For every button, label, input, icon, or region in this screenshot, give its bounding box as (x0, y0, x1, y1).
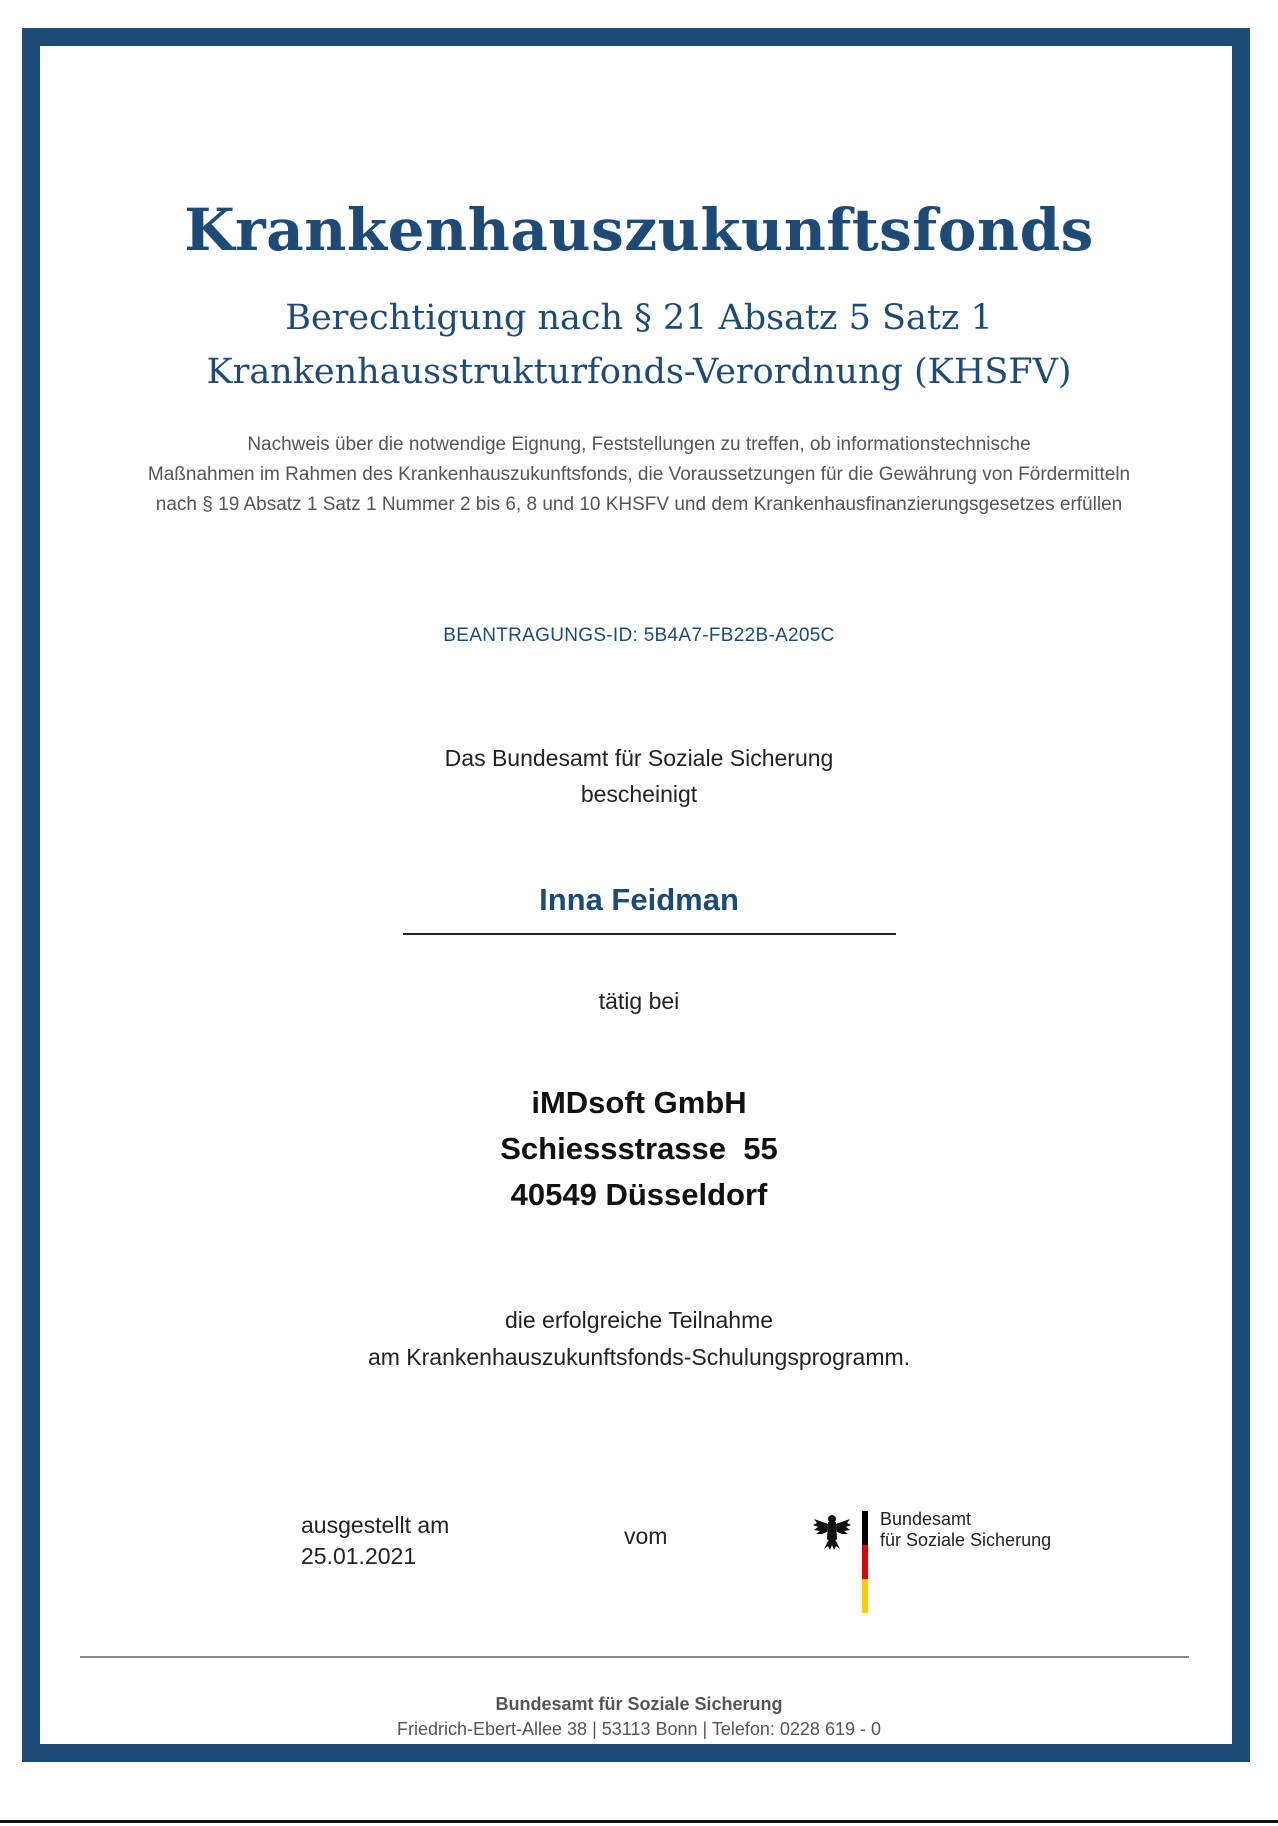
company-city: 40549 Düsseldorf (510, 1177, 768, 1212)
intro-line: nach § 19 Absatz 1 Satz 1 Nummer 2 bis 6, 8 und 10 KHSFV und dem Krankenhausfinanzierungsgesetzes erfüllen (155, 494, 1123, 515)
certifier-name: Das Bundesamt für Soziale Sicherung (444, 745, 834, 771)
issued-date: 25.01.2021 (301, 1543, 417, 1569)
company-street: Schiessstrasse 55 (500, 1131, 778, 1166)
intro-line: Maßnahmen im Rahmen des Krankenhauszukunftsfonds, die Voraussetzungen für die Gewährung von Fördermitteln (147, 464, 1131, 485)
from-label: vom (624, 1523, 668, 1549)
logo-text (880, 1509, 1051, 1551)
certifier-verb: bescheinigt (580, 781, 698, 807)
footer-organization: Bundesamt für Soziale Sicherung (495, 1694, 783, 1714)
application-id: BEANTRAGUNGS-ID: 5B4A7-FB22B-A205C (443, 625, 835, 646)
logo-line2: für Soziale Sicherung (880, 1530, 1052, 1550)
flag-stripe-red (862, 1545, 868, 1579)
company-block (0, 1080, 1278, 1218)
footer-divider (80, 1656, 1189, 1658)
flag-stripe-gold (862, 1579, 868, 1613)
bas-logo (812, 1505, 1052, 1615)
issued-label: ausgestellt am (301, 1512, 450, 1538)
flag-bar (862, 1511, 868, 1613)
employer-prefix: tätig bei (598, 988, 680, 1014)
outcome-statement (0, 1302, 1278, 1376)
flag-stripe-black (862, 1511, 868, 1545)
certificate-title: Krankenhauszukunftsfonds (184, 196, 1094, 264)
person-name: Inna Feidman (539, 882, 739, 917)
certificate-subtitle-line1: Berechtigung nach § 21 Absatz 5 Satz 1 (285, 298, 993, 338)
certificate-intro (0, 430, 1278, 520)
intro-line: Nachweis über die notwendige Eignung, Feststellungen zu treffen, ob informationstechnische (247, 434, 1031, 455)
logo-line1: Bundesamt (880, 1509, 972, 1529)
certificate-subtitle-line2: Krankenhausstrukturfonds-Verordnung (KHSFV) (206, 352, 1072, 392)
company-name: iMDsoft GmbH (531, 1085, 747, 1120)
federal-eagle-icon (812, 1511, 852, 1551)
certifier-statement (0, 740, 1278, 812)
name-underline (403, 933, 896, 935)
outcome-line: am Krankenhauszukunftsfonds-Schulungsprogramm. (367, 1344, 911, 1370)
outcome-line: die erfolgreiche Teilnahme (504, 1307, 774, 1333)
issued-block (301, 1510, 449, 1572)
footer-address: Friedrich-Ebert-Allee 38 | 53113 Bonn | Telefon: 0228 619 - 0 (397, 1719, 881, 1739)
page-bottom-edge (0, 1820, 1278, 1823)
